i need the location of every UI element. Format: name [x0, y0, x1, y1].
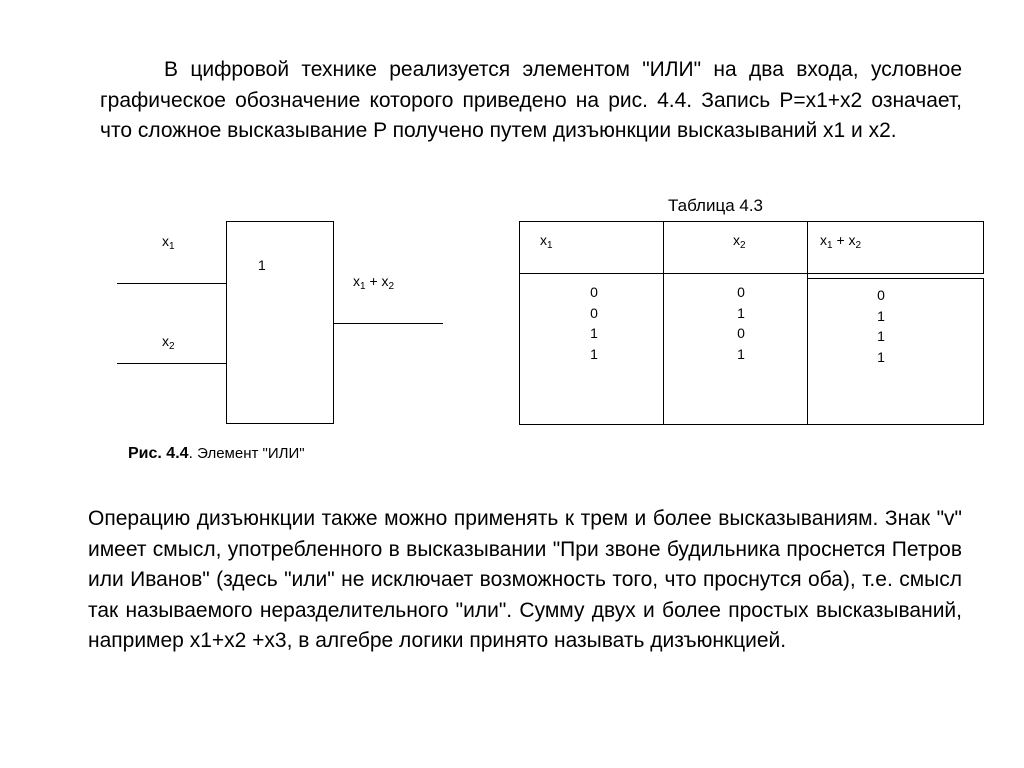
table-column-x1-values [584, 282, 604, 364]
table-header-x1 [519, 221, 664, 274]
table-body-sum [807, 278, 984, 425]
table-cell: 0 [877, 287, 885, 303]
table-cell: 1 [590, 325, 598, 341]
input2-line [117, 363, 226, 364]
table-cell: 0 [590, 284, 598, 300]
table-header-x2 [663, 221, 808, 274]
input1-line [117, 283, 226, 284]
output-line [334, 323, 443, 324]
table-header-x1-label: $x_1$ [540, 232, 553, 251]
table-header-x2-label: $x_2$ [733, 232, 746, 251]
output-label: $x_1 + x_2$ [353, 273, 395, 292]
table-column-x2-values [731, 282, 751, 364]
table-cell: 1 [737, 345, 745, 362]
figure-caption-label: Рис. 4.4 [128, 445, 189, 462]
table-cell: 0 [737, 284, 745, 300]
figure-caption [128, 445, 305, 463]
disjunction-paragraph: Операцию дизъюнкции также можно применять к трем и более высказываниям. Знак "v" имеет смысл, употребленного в высказывании "При звоне будильника проснется Петров или Иванов" (здесь "или" не исключает возможность того, что проснутся оба), т.е. смысл так называемого неразделительного "или". Сумму двух и более простых высказываний, например x1+x2 +x3, в алгебре логики принято называть дизъюнкцией. [88, 507, 962, 652]
table-header-sum [807, 221, 984, 274]
table-cell: 1 [590, 345, 598, 362]
table-cell: 1 [877, 307, 885, 324]
input2-label: $x_2$ [162, 333, 175, 352]
table-cell: 1 [877, 328, 885, 344]
table-column-sum-values [871, 285, 891, 367]
gate-symbol: 1 [258, 257, 266, 273]
table-cell: 1 [877, 348, 885, 365]
input1-label: $x_1$ [162, 233, 175, 252]
or-gate-box [226, 221, 334, 424]
figure-caption-text: Элемент "ИЛИ" [193, 445, 305, 462]
table-title: Таблица 4.3 [668, 196, 764, 215]
figure-caption-dot: . [188, 445, 193, 462]
table-cell: 1 [737, 304, 745, 321]
intro-paragraph: В цифровой технике реализуется элементом "ИЛИ" на два входа, условное графическое обозначение которого приведено на рис. 4.4. Запись P=x1+x2 означает, что сложное высказывание P получено путем дизъюнкции высказываний x1 и x2. [100, 58, 962, 142]
table-header-sum-label: $x_1 + x_2$ [820, 232, 862, 251]
table-cell: 0 [737, 325, 745, 341]
table-cell: 0 [590, 304, 598, 321]
